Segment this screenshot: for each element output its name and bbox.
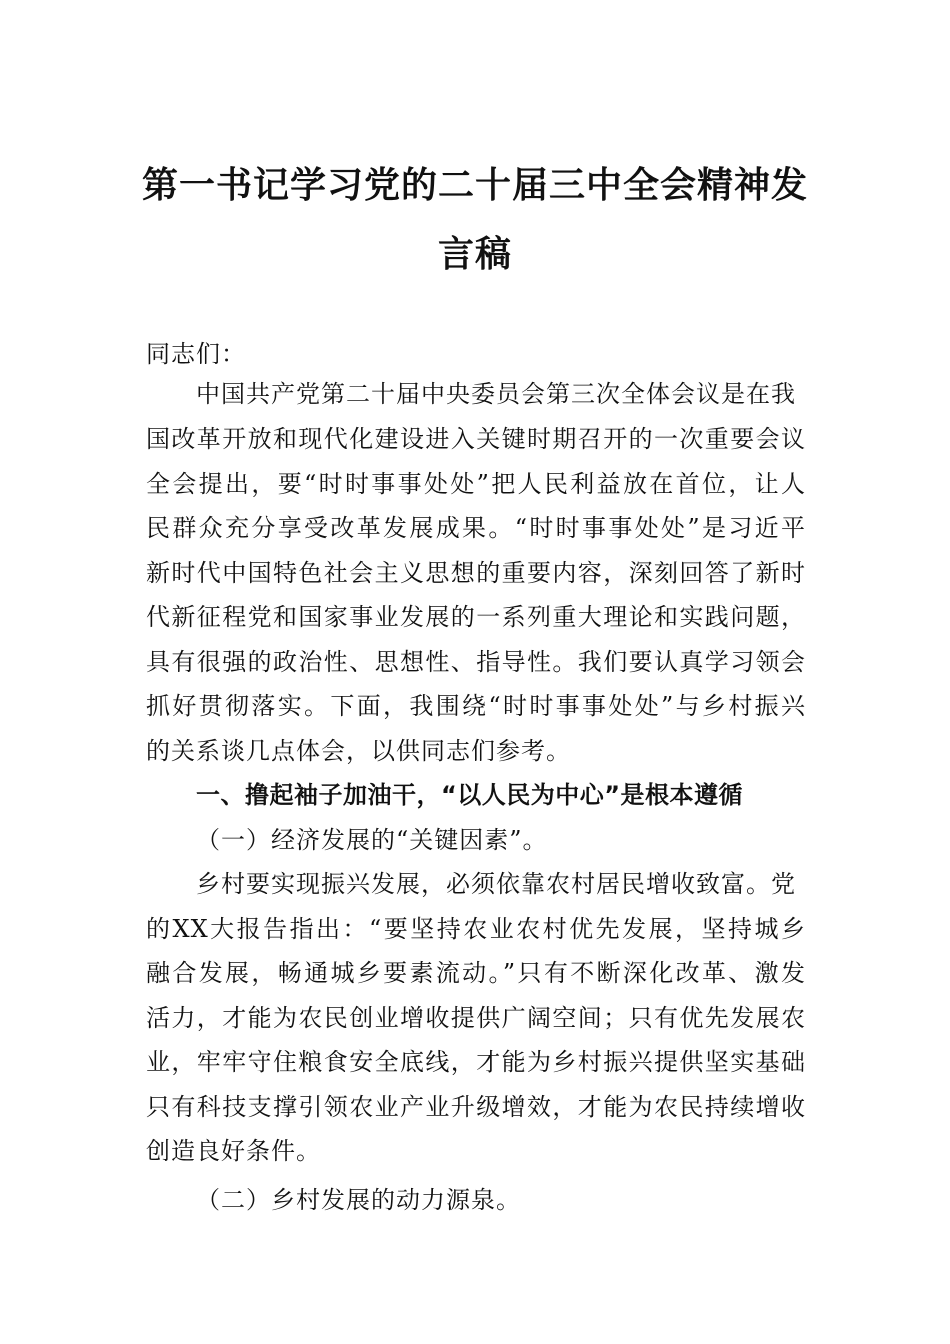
document-title-line-2: 言稿 (437, 233, 512, 275)
intro-line: 民群众充分享受改革发展成果。“时时事事处处”是习近平 (146, 514, 806, 542)
subsection-heading-1: （一）经济发展的“关键因素”。 (196, 826, 548, 854)
intro-line: 全会提出，要“时时事事处处”把人民利益放在首位，让人 (146, 470, 806, 498)
body-line: 的XX大报告指出：“要坚持农业农村优先发展，坚持城乡 (146, 915, 806, 943)
body-line: 融合发展，畅通城乡要素流动。”只有不断深化改革、激发 (146, 959, 806, 987)
section-heading-1: 一、撸起袖子加油干，“以人民为中心”是根本遵循 (196, 781, 744, 809)
document-title-line-1: 第一书记学习党的二十届三中全会精神发 (141, 164, 808, 206)
body-line: 创造良好条件。 (146, 1137, 321, 1165)
intro-line: 的关系谈几点体会，以供同志们参考。 (146, 737, 571, 765)
intro-line: 中国共产党第二十届中央委员会第三次全体会议是在我 (196, 380, 796, 408)
subsection-heading-2: （二）乡村发展的动力源泉。 (196, 1186, 521, 1214)
body-line: 乡村要实现振兴发展，必须依靠农村居民增收致富。党 (196, 870, 796, 898)
intro-line: 具有很强的政治性、思想性、指导性。我们要认真学习领会 (146, 648, 806, 676)
intro-line: 新时代中国特色社会主义思想的重要内容，深刻回答了新时 (146, 559, 806, 587)
intro-line: 代新征程党和国家事业发展的一系列重大理论和实践问题， (146, 603, 806, 631)
body-line: 业，牢牢守住粮食安全底线，才能为乡村振兴提供坚实基础 (146, 1048, 806, 1076)
body-line: 只有科技支撑引领农业产业升级增效，才能为农民持续增收 (146, 1093, 806, 1121)
intro-line: 国改革开放和现代化建设进入关键时期召开的一次重要会议 (146, 425, 806, 453)
body-line: 活力，才能为农民创业增收提供广阔空间；只有优先发展农 (146, 1004, 806, 1032)
intro-line: 抓好贯彻落实。下面，我围绕“时时事事处处”与乡村振兴 (146, 692, 806, 720)
salutation: 同志们： (146, 340, 246, 368)
